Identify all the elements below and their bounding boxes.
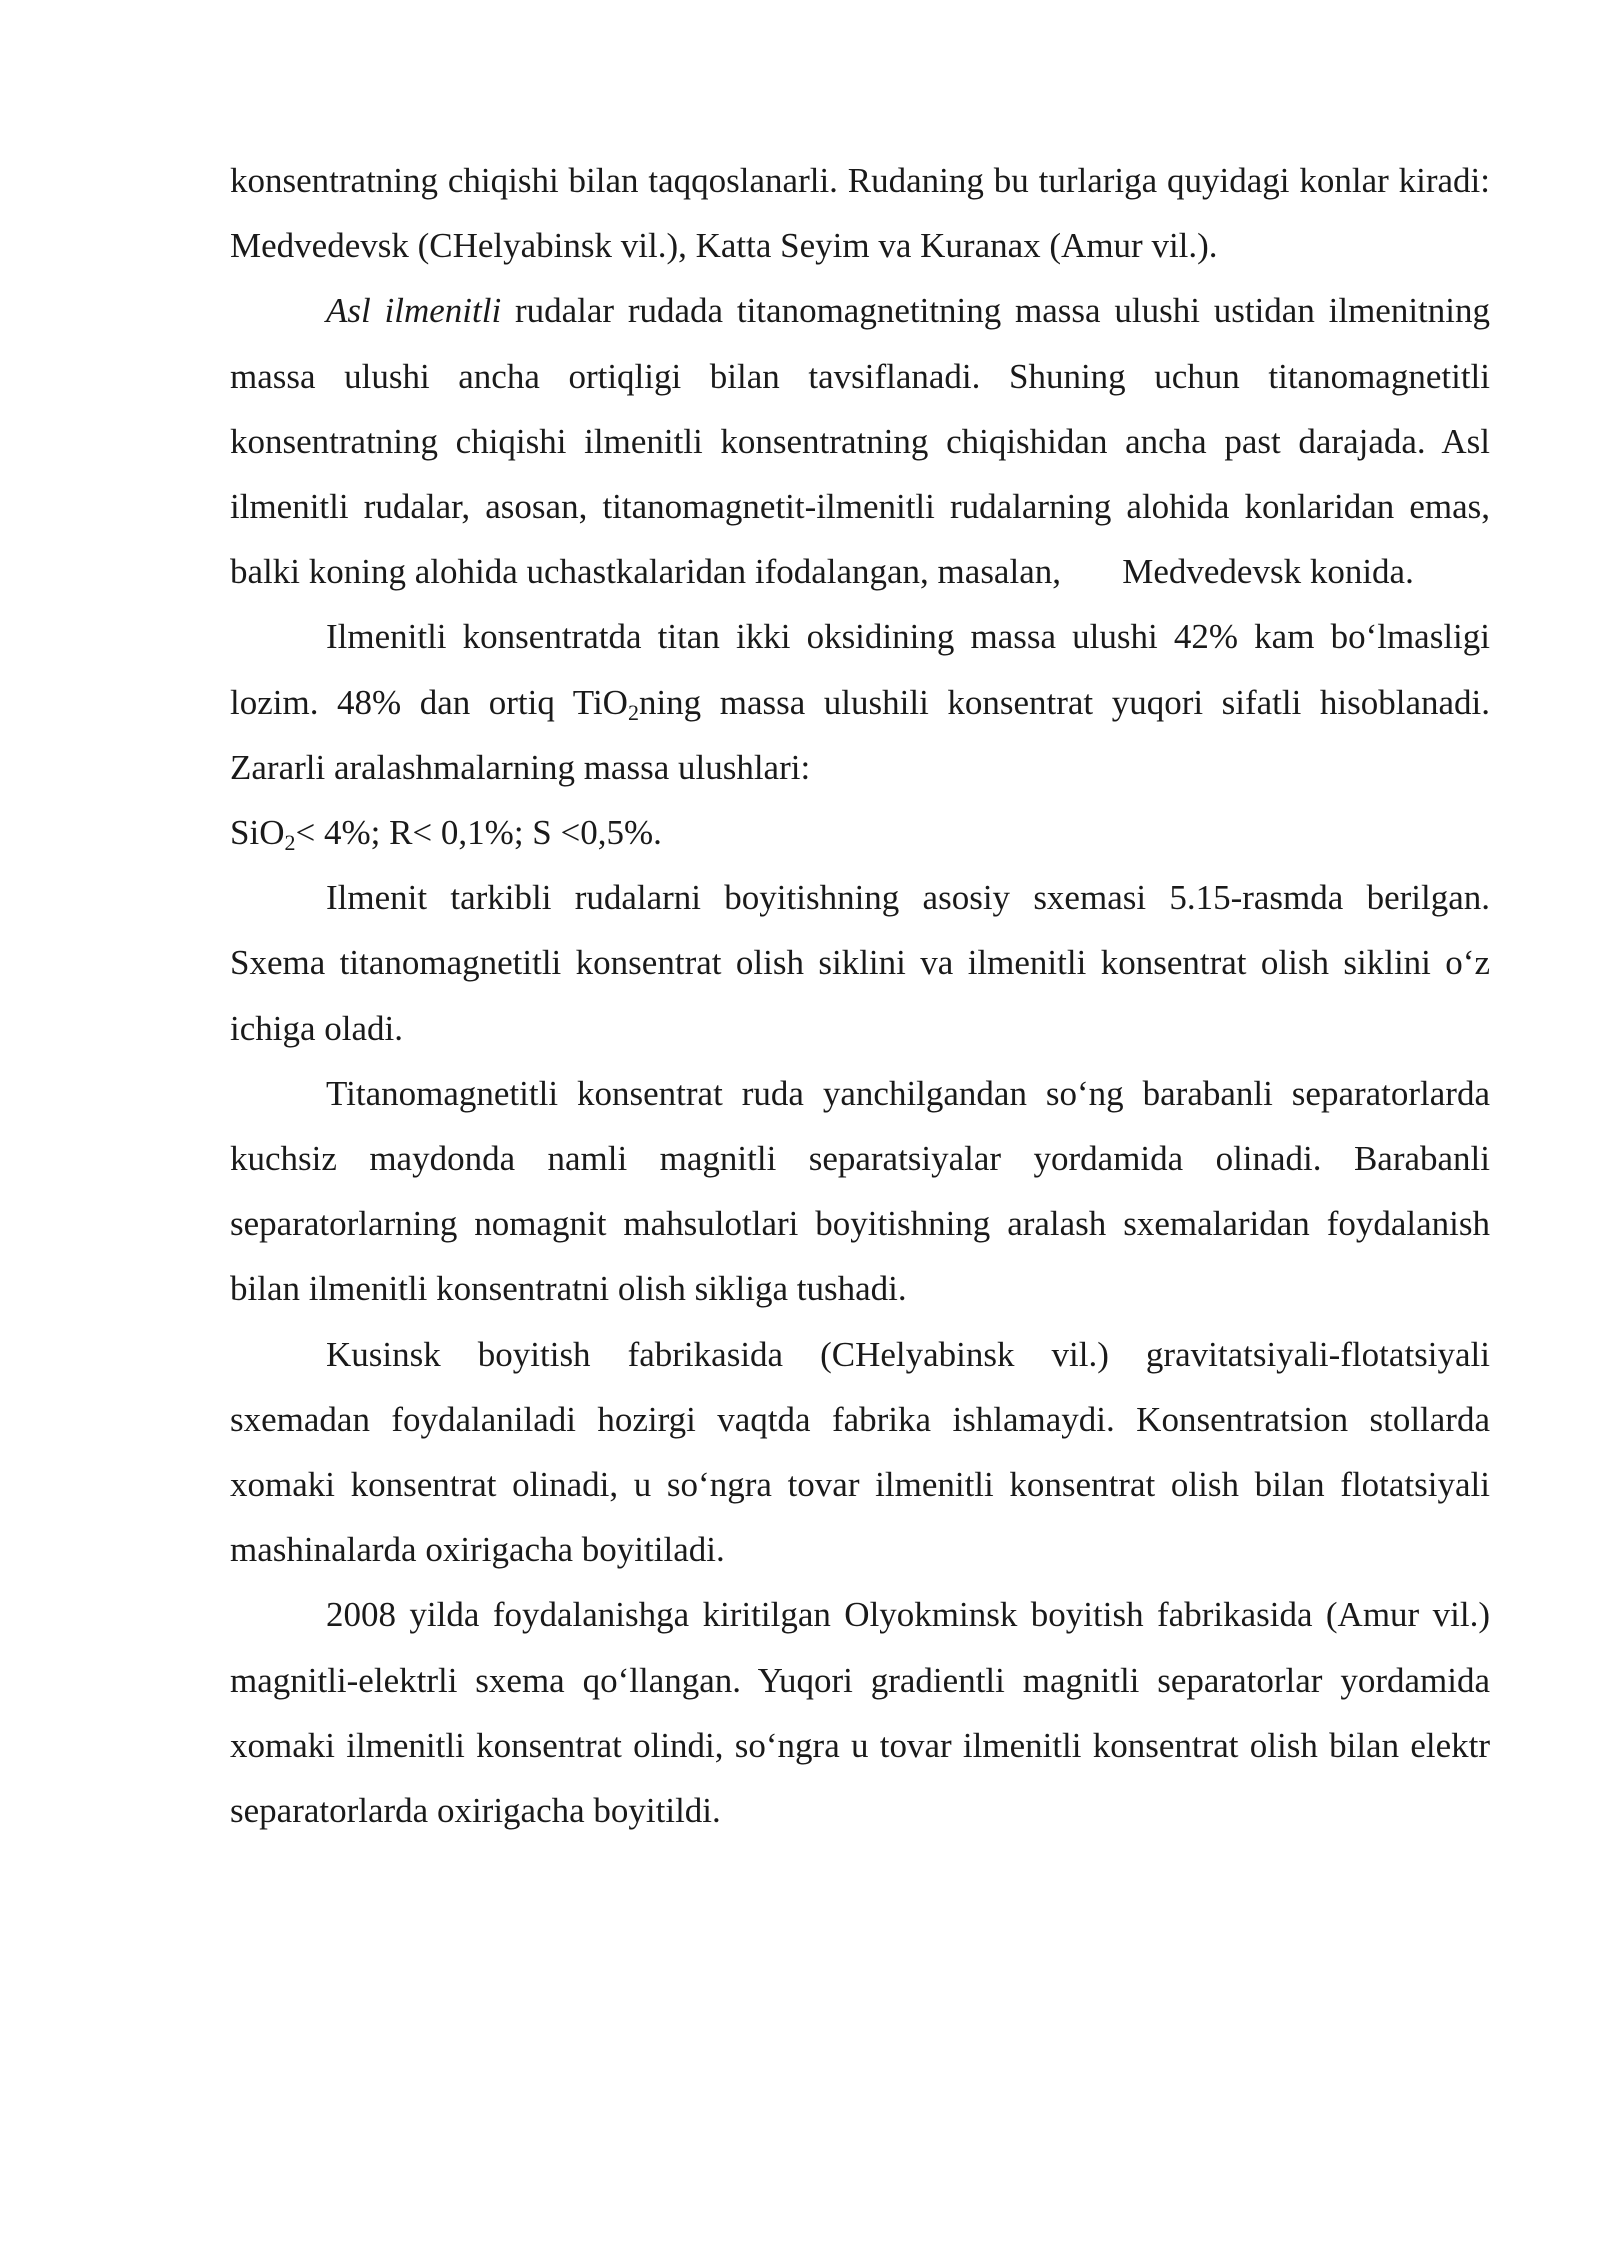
paragraph-text: rudalar rudada titanomagnetitning massa ulushi ustidan ilmenitning massa ulushi ancha ortiqligi bilan tavsiflanadi. Shuning uchun titanomagnetitli konsentratning chiqishi ilmenitli konsentratning chiqishidan ancha past darajada. Asl ilmenitli rudalar, asosan, titanomagnetit-ilmenitli rudalarning alohida konlaridan emas, balki koning alohida uchastkalaridan ifodalangan, masalan, Medvedevsk konida. [230, 291, 1490, 592]
paragraph-text: Ilmenitli konsentratda titan ikki oksidining massa ulushi 42% kam bo‘lmasligi lozim. 48% dan ortiq TiO [230, 617, 1490, 722]
italic-term: Asl ilmenitli [326, 291, 502, 331]
paragraph-olyokminsk-plant: 2008 yilda foydalanishga kiritilgan Olyokminsk boyitish fabrikasida (Amur vil.) magnitli-elektrli sxema qo‘llangan. Yuqori gradientli magnitli separatorlar yordamida xomaki ilmenitli konsentrat olindi, so‘ngra u tovar ilmenitli konsentrat olish bilan elektr separatorlarda oxirigacha boyitildi. [230, 1595, 1490, 1831]
subscript: 2 [284, 830, 296, 856]
paragraph-titanomagnetite-concentrate: Titanomagnetitli konsentrat ruda yanchilgandan so‘ng barabanli separatorlarda kuchsiz maydonda namli magnitli separatsiyalar yordamida olinadi. Barabanli separatorlarning nomagnit mahsulotlari boyitishning aralash sxemalaridan foydalanish bilan ilmenitli konsentratni olish sikliga tushadi. [230, 1073, 1490, 1309]
document-page [230, 148, 1490, 1843]
paragraph-ilmenite-ores [230, 278, 1490, 604]
paragraph-ore-types: konsentratning chiqishi bilan taqqoslanarli. Rudaning bu turlariga quyidagi konlar kiradi: Medvedevsk (CHelyabinsk vil.), Katta Seyim va Kuranax (Amur vil.). [230, 161, 1490, 266]
formula-text: < 4%; R< 0,1%; S <0,5%. [295, 813, 662, 853]
paragraph-impurity-limits [230, 800, 1490, 865]
paragraph-text: ning massa ulushili konsentrat yuqori sifatli hisoblanadi. Zararli aralashmalarning massa ulushlari: [230, 682, 1490, 787]
paragraph-kusinsk-plant: Kusinsk boyitish fabrikasida (CHelyabinsk vil.) gravitatsiyali-flotatsiyali sxemadan foydalaniladi hozirgi vaqtda fabrika ishlamaydi. Konsentratsion stollarda xomaki konsentrat olinadi, u so‘ngra tovar ilmenitli konsentrat olish bilan flotatsiyali mashinalarda oxirigacha boyitiladi. [230, 1334, 1490, 1570]
paragraph-concentrate-requirements [230, 604, 1490, 800]
subscript: 2 [627, 699, 639, 725]
paragraph-main-scheme: Ilmenit tarkibli rudalarni boyitishning asosiy sxemasi 5.15-rasmda berilgan. Sxema titanomagnetitli konsentrat olish siklini va ilmenitli konsentrat olish siklini o‘z ichiga oladi. [230, 878, 1490, 1048]
formula-text: SiO [230, 813, 285, 853]
